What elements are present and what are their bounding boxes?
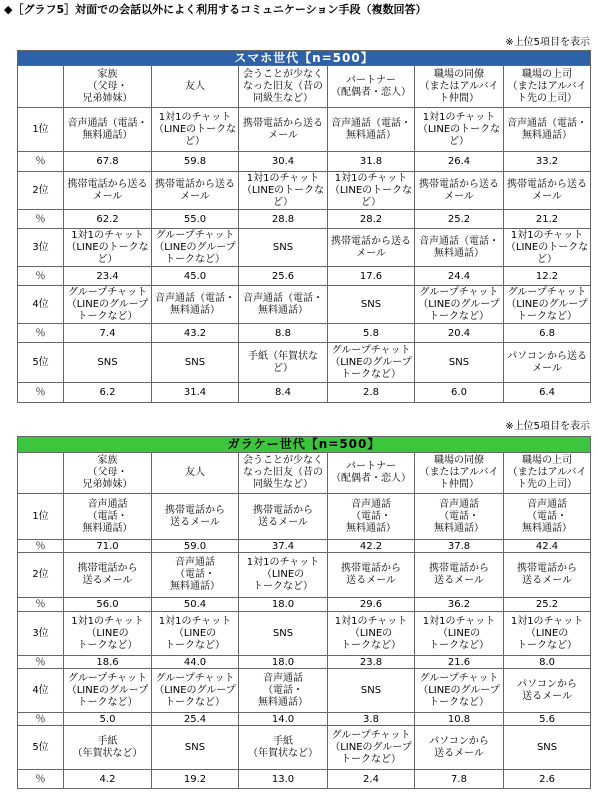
column-header-partner: パートナー （配偶者・恋人）: [328, 66, 415, 108]
rank-label: 4位: [18, 669, 64, 713]
percent-value-friends: 55.0: [152, 210, 239, 229]
percent-value-coworkers: 37.8: [415, 540, 504, 553]
percent-value-bosses: 5.6: [504, 713, 591, 726]
percent-value-coworkers: 26.4: [415, 152, 504, 172]
percent-value-family: 23.4: [64, 267, 152, 286]
percent-value-coworkers: 24.4: [415, 267, 504, 286]
percent-value-family: 4.2: [64, 770, 152, 789]
method-cell-old-friends: SNS: [239, 612, 328, 656]
percent-value-friends: 31.4: [152, 383, 239, 403]
percent-row: [18, 770, 591, 789]
percent-value-partner: 2.4: [328, 770, 415, 789]
method-cell-friends: 音声通話 （電話・ 無料通話）: [152, 553, 239, 598]
percent-value-bosses: 21.2: [504, 210, 591, 229]
method-cell-family: 音声通話（電話・ 無料通話）: [64, 108, 152, 152]
rank-row: [18, 108, 591, 152]
rank-row: [18, 286, 591, 324]
percent-label: ％: [18, 770, 64, 789]
page-title: ◆［グラフ5］対面での会話以外によく利用するコミュニケーション手段（複数回答）: [4, 3, 427, 16]
method-cell-bosses: SNS: [504, 726, 591, 770]
percent-value-family: 71.0: [64, 540, 152, 553]
method-cell-family: SNS: [64, 343, 152, 383]
percent-value-old-friends: 13.0: [239, 770, 328, 789]
rank-row: [18, 229, 591, 267]
method-cell-old-friends: 1対1のチャット （LINEの トークなど）: [239, 553, 328, 598]
column-header-friends: 友人: [152, 66, 239, 108]
rank-row: [18, 553, 591, 598]
percent-label: ％: [18, 540, 64, 553]
percent-value-partner: 31.8: [328, 152, 415, 172]
method-cell-bosses: グループチャット （LINEのグループ トークなど）: [504, 286, 591, 324]
method-cell-old-friends: 1対1のチャット （LINEのトークな ど）: [239, 172, 328, 210]
percent-value-partner: 29.6: [328, 598, 415, 612]
percent-value-old-friends: 18.0: [239, 598, 328, 612]
column-header-family: 家族 （父母・ 兄弟姉妹）: [64, 66, 152, 108]
method-cell-partner: グループチャット （LINEのグループ トークなど）: [328, 726, 415, 770]
percent-value-bosses: 25.2: [504, 598, 591, 612]
column-header-old-friends: 会うことが少なく なった旧友（昔の 同級生など）: [239, 66, 328, 108]
method-cell-old-friends: 手紙 （年賀状など）: [239, 726, 328, 770]
percent-value-friends: 44.0: [152, 656, 239, 669]
column-header-row: [18, 66, 591, 108]
method-cell-family: 1対1のチャット （LINEの トークなど）: [64, 612, 152, 656]
percent-value-partner: 2.8: [328, 383, 415, 403]
percent-value-family: 62.2: [64, 210, 152, 229]
rank-label: 5位: [18, 726, 64, 770]
method-cell-partner: SNS: [328, 669, 415, 713]
percent-value-bosses: 8.0: [504, 656, 591, 669]
column-header-coworkers: 職場の同僚 （またはアルバイ ト仲間）: [415, 66, 504, 108]
percent-value-old-friends: 8.8: [239, 324, 328, 343]
method-cell-friends: 1対1のチャット （LINEのトークな ど）: [152, 108, 239, 152]
smartphone-generation-band: スマホ世代【n=500】: [18, 51, 591, 66]
method-cell-bosses: 音声通話 （電話・ 無料通話）: [504, 494, 591, 540]
method-cell-friends: 音声通話（電話・ 無料通話）: [152, 286, 239, 324]
method-cell-partner: SNS: [328, 286, 415, 324]
corner-cell: [18, 453, 64, 494]
method-cell-friends: グループチャット （LINEのグループ トークなど）: [152, 229, 239, 267]
percent-label: ％: [18, 656, 64, 669]
rank-row: [18, 669, 591, 713]
percent-value-bosses: 42.4: [504, 540, 591, 553]
percent-row: [18, 540, 591, 553]
method-cell-old-friends: 携帯電話から送る メール: [239, 108, 328, 152]
percent-value-friends: 45.0: [152, 267, 239, 286]
percent-value-old-friends: 25.6: [239, 267, 328, 286]
percent-value-family: 7.4: [64, 324, 152, 343]
percent-value-friends: 19.2: [152, 770, 239, 789]
method-cell-family: 音声通話 （電話・ 無料通話）: [64, 494, 152, 540]
percent-value-friends: 59.8: [152, 152, 239, 172]
method-cell-coworkers: グループチャット （LINEのグループ トークなど）: [415, 669, 504, 713]
percent-label: ％: [18, 210, 64, 229]
method-cell-coworkers: 1対1のチャット （LINEのトークな ど）: [415, 108, 504, 152]
percent-row: [18, 656, 591, 669]
percent-label: ％: [18, 324, 64, 343]
percent-value-partner: 23.8: [328, 656, 415, 669]
method-cell-coworkers: 音声通話（電話・ 無料通話）: [415, 229, 504, 267]
method-cell-partner: グループチャット （LINEのグループ トークなど）: [328, 343, 415, 383]
rank-row: [18, 726, 591, 770]
rank-label: 2位: [18, 553, 64, 598]
percent-value-friends: 25.4: [152, 713, 239, 726]
method-cell-coworkers: グループチャット （LINEのグループ トークなど）: [415, 286, 504, 324]
method-cell-family: グループチャット （LINEのグループ トークなど）: [64, 286, 152, 324]
method-cell-bosses: 携帯電話から 送るメール: [504, 553, 591, 598]
percent-value-coworkers: 36.2: [415, 598, 504, 612]
method-cell-family: 携帯電話から 送るメール: [64, 553, 152, 598]
rank-row: [18, 612, 591, 656]
percent-value-friends: 43.2: [152, 324, 239, 343]
percent-value-coworkers: 7.8: [415, 770, 504, 789]
top-items-note: ※上位5項目を表示: [505, 421, 590, 432]
percent-value-partner: 3.8: [328, 713, 415, 726]
rank-label: 2位: [18, 172, 64, 210]
method-cell-partner: 音声通話（電話・ 無料通話）: [328, 108, 415, 152]
band-row: [18, 437, 591, 453]
method-cell-bosses: 1対1のチャット （LINEの トークなど）: [504, 612, 591, 656]
column-header-bosses: 職場の上司 （またはアルバイ ト先の上司）: [504, 453, 591, 494]
percent-row: [18, 383, 591, 403]
method-cell-partner: 携帯電話から 送るメール: [328, 553, 415, 598]
percent-value-old-friends: 8.4: [239, 383, 328, 403]
method-cell-partner: 携帯電話から送る メール: [328, 229, 415, 267]
column-header-friends: 友人: [152, 453, 239, 494]
method-cell-coworkers: パソコンから 送るメール: [415, 726, 504, 770]
method-cell-partner: 音声通話 （電話・ 無料通話）: [328, 494, 415, 540]
percent-label: ％: [18, 152, 64, 172]
method-cell-old-friends: 手紙（年賀状な ど）: [239, 343, 328, 383]
percent-value-partner: 5.8: [328, 324, 415, 343]
method-cell-friends: SNS: [152, 343, 239, 383]
percent-value-coworkers: 20.4: [415, 324, 504, 343]
method-cell-bosses: パソコンから 送るメール: [504, 669, 591, 713]
percent-value-bosses: 2.6: [504, 770, 591, 789]
smartphone-generation-table: [17, 50, 591, 403]
column-header-coworkers: 職場の同僚 （またはアルバイ ト仲間）: [415, 453, 504, 494]
rank-row: [18, 494, 591, 540]
method-cell-old-friends: 音声通話（電話・ 無料通話）: [239, 286, 328, 324]
rank-row: [18, 343, 591, 383]
percent-value-partner: 42.2: [328, 540, 415, 553]
method-cell-bosses: 1対1のチャット （LINEのトークな ど）: [504, 229, 591, 267]
rank-row: [18, 172, 591, 210]
column-header-family: 家族 （父母・ 兄弟姉妹）: [64, 453, 152, 494]
method-cell-old-friends: 音声通話 （電話・ 無料通話）: [239, 669, 328, 713]
percent-value-coworkers: 21.6: [415, 656, 504, 669]
method-cell-friends: SNS: [152, 726, 239, 770]
method-cell-friends: 携帯電話から送る メール: [152, 172, 239, 210]
rank-label: 5位: [18, 343, 64, 383]
percent-value-family: 6.2: [64, 383, 152, 403]
percent-value-coworkers: 25.2: [415, 210, 504, 229]
method-cell-bosses: パソコンから送る メール: [504, 343, 591, 383]
method-cell-bosses: 音声通話（電話・ 無料通話）: [504, 108, 591, 152]
band-row: [18, 51, 591, 66]
percent-value-bosses: 12.2: [504, 267, 591, 286]
percent-label: ％: [18, 598, 64, 612]
method-cell-coworkers: 1対1のチャット （LINEの トークなど）: [415, 612, 504, 656]
percent-value-coworkers: 10.8: [415, 713, 504, 726]
percent-value-bosses: 6.8: [504, 324, 591, 343]
method-cell-partner: 1対1のチャット （LINEのトークな ど）: [328, 172, 415, 210]
column-header-old-friends: 会うことが少なく なった旧友（昔の 同級生など）: [239, 453, 328, 494]
rank-label: 1位: [18, 494, 64, 540]
percent-label: ％: [18, 713, 64, 726]
percent-row: [18, 210, 591, 229]
percent-row: [18, 267, 591, 286]
column-header-bosses: 職場の上司 （またはアルバイ ト先の上司）: [504, 66, 591, 108]
method-cell-family: 手紙 （年賀状など）: [64, 726, 152, 770]
percent-value-friends: 50.4: [152, 598, 239, 612]
rank-label: 3位: [18, 229, 64, 267]
percent-value-partner: 28.2: [328, 210, 415, 229]
percent-value-family: 56.0: [64, 598, 152, 612]
column-header-partner: パートナー （配偶者・恋人）: [328, 453, 415, 494]
method-cell-partner: 1対1のチャット （LINEの トークなど）: [328, 612, 415, 656]
method-cell-friends: 1対1のチャット （LINEの トークなど）: [152, 612, 239, 656]
percent-row: [18, 324, 591, 343]
percent-value-old-friends: 14.0: [239, 713, 328, 726]
method-cell-family: 1対1のチャット （LINEのトークな ど）: [64, 229, 152, 267]
percent-value-bosses: 33.2: [504, 152, 591, 172]
method-cell-coworkers: 携帯電話から送る メール: [415, 172, 504, 210]
percent-label: ％: [18, 383, 64, 403]
percent-value-bosses: 6.4: [504, 383, 591, 403]
percent-value-old-friends: 18.0: [239, 656, 328, 669]
percent-value-family: 5.0: [64, 713, 152, 726]
percent-value-coworkers: 6.0: [415, 383, 504, 403]
feature-phone-generation-table: [17, 436, 591, 789]
method-cell-bosses: 携帯電話から送る メール: [504, 172, 591, 210]
percent-value-partner: 17.6: [328, 267, 415, 286]
percent-value-family: 67.8: [64, 152, 152, 172]
percent-row: [18, 152, 591, 172]
percent-row: [18, 598, 591, 612]
percent-value-friends: 59.0: [152, 540, 239, 553]
rank-label: 3位: [18, 612, 64, 656]
percent-value-old-friends: 37.4: [239, 540, 328, 553]
method-cell-family: グループチャット （LINEのグループ トークなど）: [64, 669, 152, 713]
method-cell-family: 携帯電話から送る メール: [64, 172, 152, 210]
percent-label: ％: [18, 267, 64, 286]
percent-row: [18, 713, 591, 726]
top-items-note: ※上位5項目を表示: [505, 37, 590, 48]
method-cell-old-friends: SNS: [239, 229, 328, 267]
column-header-row: [18, 453, 591, 494]
feature-phone-generation-band: ガラケー世代【n=500】: [18, 437, 591, 453]
rank-label: 1位: [18, 108, 64, 152]
rank-label: 4位: [18, 286, 64, 324]
method-cell-friends: グループチャット （LINEのグループ トークなど）: [152, 669, 239, 713]
method-cell-old-friends: 携帯電話から 送るメール: [239, 494, 328, 540]
corner-cell: [18, 66, 64, 108]
percent-value-old-friends: 30.4: [239, 152, 328, 172]
method-cell-coworkers: 音声通話 （電話・ 無料通話）: [415, 494, 504, 540]
percent-value-family: 18.6: [64, 656, 152, 669]
method-cell-friends: 携帯電話から 送るメール: [152, 494, 239, 540]
method-cell-coworkers: SNS: [415, 343, 504, 383]
method-cell-coworkers: 携帯電話から 送るメール: [415, 553, 504, 598]
percent-value-old-friends: 28.8: [239, 210, 328, 229]
